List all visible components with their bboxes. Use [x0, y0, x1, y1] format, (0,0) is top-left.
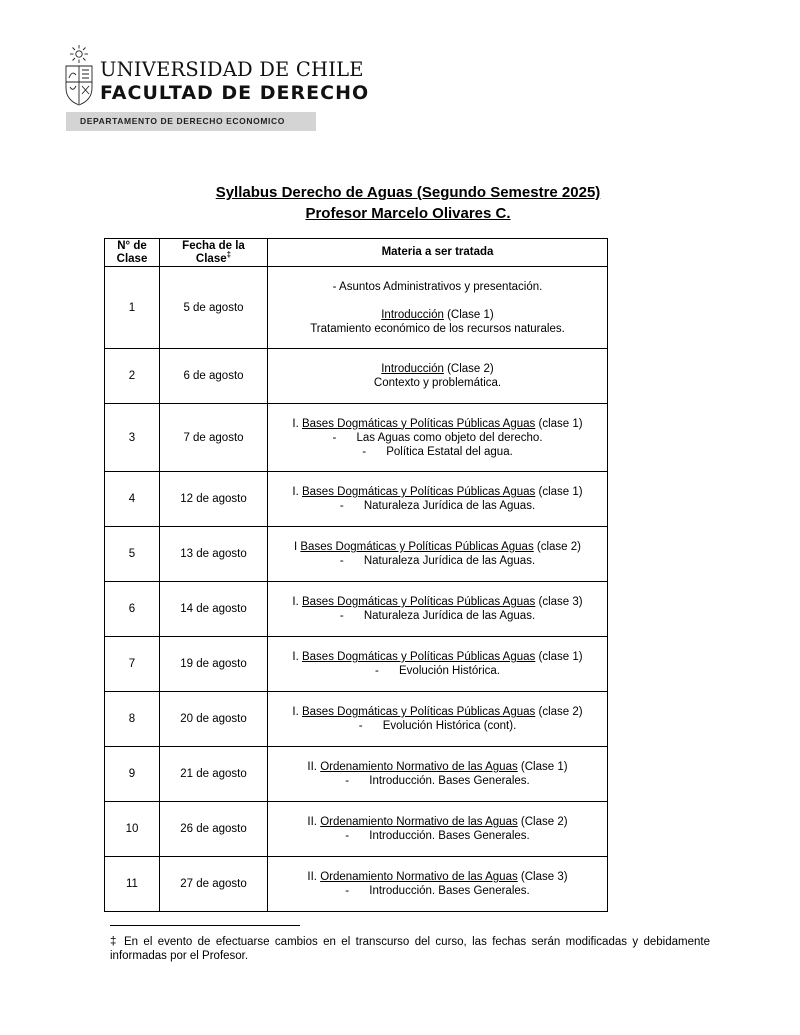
table-row: [105, 267, 608, 349]
topic-heading: Bases Dogmáticas y Políticas Públicas Aguas: [301, 706, 536, 718]
class-number: 4: [105, 472, 160, 527]
topic-detail: Contexto y problemática.: [373, 377, 502, 389]
class-date: 12 de agosto: [160, 472, 268, 527]
table-row: [105, 857, 608, 912]
class-date: 19 de agosto: [160, 637, 268, 692]
class-date: 6 de agosto: [160, 349, 268, 404]
topic-heading: Bases Dogmáticas y Políticas Públicas Aguas: [301, 651, 536, 663]
class-topic: I. Bases Dogmáticas y Políticas Públicas Aguas (clase 2) - Evolución Histórica (cont).: [268, 692, 608, 747]
topic-heading: Bases Dogmáticas y Políticas Públicas Aguas: [300, 541, 534, 553]
class-topic: II. Ordenamiento Normativo de las Aguas (Clase 3) - Introducción. Bases Generales.: [268, 857, 608, 912]
class-number: 11: [105, 857, 160, 912]
table-header-row: [105, 239, 608, 267]
topic-bullet: - Introducción. Bases Generales.: [345, 885, 530, 897]
class-topic: I. Bases Dogmáticas y Políticas Públicas Aguas (clase 1) - Naturaleza Jurídica de las Aguas.: [268, 472, 608, 527]
footnote-text: En el evento de efectuarse cambios en el transcurso del curso, las fechas serán modificadas y debidamente informadas por el Profesor.: [110, 936, 710, 962]
university-name: UNIVERSIDAD DE CHILE: [100, 58, 364, 81]
syllabus-table: [104, 238, 608, 912]
topic-bullet: - Introducción. Bases Generales.: [345, 775, 530, 787]
class-date: 14 de agosto: [160, 582, 268, 637]
topic-bullet: - Naturaleza Jurídica de las Aguas.: [339, 610, 536, 622]
class-date: 20 de agosto: [160, 692, 268, 747]
topic-heading: Ordenamiento Normativo de las Aguas: [320, 871, 518, 883]
class-number: 9: [105, 747, 160, 802]
table-row: [105, 527, 608, 582]
topic-heading: Ordenamiento Normativo de las Aguas: [320, 816, 518, 828]
university-logo: [62, 44, 370, 106]
class-date: 26 de agosto: [160, 802, 268, 857]
footnote-divider: [110, 925, 300, 926]
table-row: [105, 692, 608, 747]
table-row: [105, 802, 608, 857]
class-topic: Introducción (Clase 2) Contexto y problemática.: [268, 349, 608, 404]
footnote-mark: ‡: [110, 936, 119, 948]
table-row: [105, 637, 608, 692]
topic-bullet: - Evolución Histórica (cont).: [358, 720, 517, 732]
class-number: 8: [105, 692, 160, 747]
topic-heading: Ordenamiento Normativo de las Aguas: [320, 761, 518, 773]
faculty-name: FACULTAD DE DERECHO: [100, 82, 370, 104]
department-name: DEPARTAMENTO DE DERECHO ECONOMICO: [80, 116, 285, 126]
table-row: [105, 582, 608, 637]
topic-heading: Introducción: [381, 308, 444, 321]
class-topic: I Bases Dogmáticas y Políticas Públicas Aguas (clase 2) - Naturaleza Jurídica de las Aguas.: [268, 527, 608, 582]
topic-heading: Bases Dogmáticas y Políticas Públicas Aguas: [301, 596, 536, 608]
class-number: 5: [105, 527, 160, 582]
document-title: Syllabus Derecho de Aguas (Segundo Semestre 2025): [215, 184, 601, 201]
topic-bullet: - Evolución Histórica.: [375, 665, 500, 677]
topic-heading: Introducción: [381, 363, 444, 375]
table-row: [105, 404, 608, 472]
class-topic: I. Bases Dogmáticas y Políticas Públicas Aguas (clase 3) - Naturaleza Jurídica de las Aguas.: [268, 582, 608, 637]
topic-heading: Bases Dogmáticas y Políticas Públicas Aguas: [301, 486, 536, 498]
class-number: 2: [105, 349, 160, 404]
table-row: [105, 747, 608, 802]
topic-bullet: - Naturaleza Jurídica de las Aguas.: [339, 555, 536, 567]
topic-detail: Tratamiento económico de los recursos naturales.: [310, 322, 565, 335]
class-number: 6: [105, 582, 160, 637]
class-topic: II. Ordenamiento Normativo de las Aguas (Clase 1) - Introducción. Bases Generales.: [268, 747, 608, 802]
department-banner: [66, 112, 316, 131]
header-class-number: N° de Clase: [105, 239, 160, 267]
footnote: [110, 935, 710, 963]
topic-bullet: - Las Aguas como objeto del derecho.: [332, 431, 543, 444]
class-number: 1: [105, 267, 160, 349]
header-topic: Materia a ser tratada: [268, 239, 608, 267]
class-topic: II. Ordenamiento Normativo de las Aguas (Clase 2) - Introducción. Bases Generales.: [268, 802, 608, 857]
university-seal-icon: [62, 44, 96, 106]
class-date: 27 de agosto: [160, 857, 268, 912]
footnote-marker: ‡: [226, 249, 232, 259]
table-row: [105, 472, 608, 527]
topic-bullet: - Política Estatal del agua.: [362, 445, 513, 458]
class-date: 21 de agosto: [160, 747, 268, 802]
professor-name: Profesor Marcelo Olivares C.: [305, 205, 511, 222]
class-date: 5 de agosto: [160, 267, 268, 349]
class-topic: - Asuntos Administrativos y presentación. Introducción (Clase 1) Tratamiento económico de los recursos naturales.: [268, 267, 608, 349]
class-topic: I. Bases Dogmáticas y Políticas Públicas Aguas (clase 1) - Las Aguas como objeto del derecho. - Política Estatal del agua.: [268, 404, 608, 472]
topic-bullet: - Introducción. Bases Generales.: [345, 830, 530, 842]
topic-bullet: - Naturaleza Jurídica de las Aguas.: [339, 500, 536, 512]
topic-heading: Bases Dogmáticas y Políticas Públicas Aguas: [301, 417, 536, 430]
topic-admin: - Asuntos Administrativos y presentación.: [332, 280, 543, 293]
class-number: 7: [105, 637, 160, 692]
class-date: 7 de agosto: [160, 404, 268, 472]
header-date: Fecha de la Clase‡: [160, 239, 268, 267]
class-number: 10: [105, 802, 160, 857]
class-topic: I. Bases Dogmáticas y Políticas Públicas Aguas (clase 1) - Evolución Histórica.: [268, 637, 608, 692]
class-number: 3: [105, 404, 160, 472]
class-date: 13 de agosto: [160, 527, 268, 582]
table-row: [105, 349, 608, 404]
